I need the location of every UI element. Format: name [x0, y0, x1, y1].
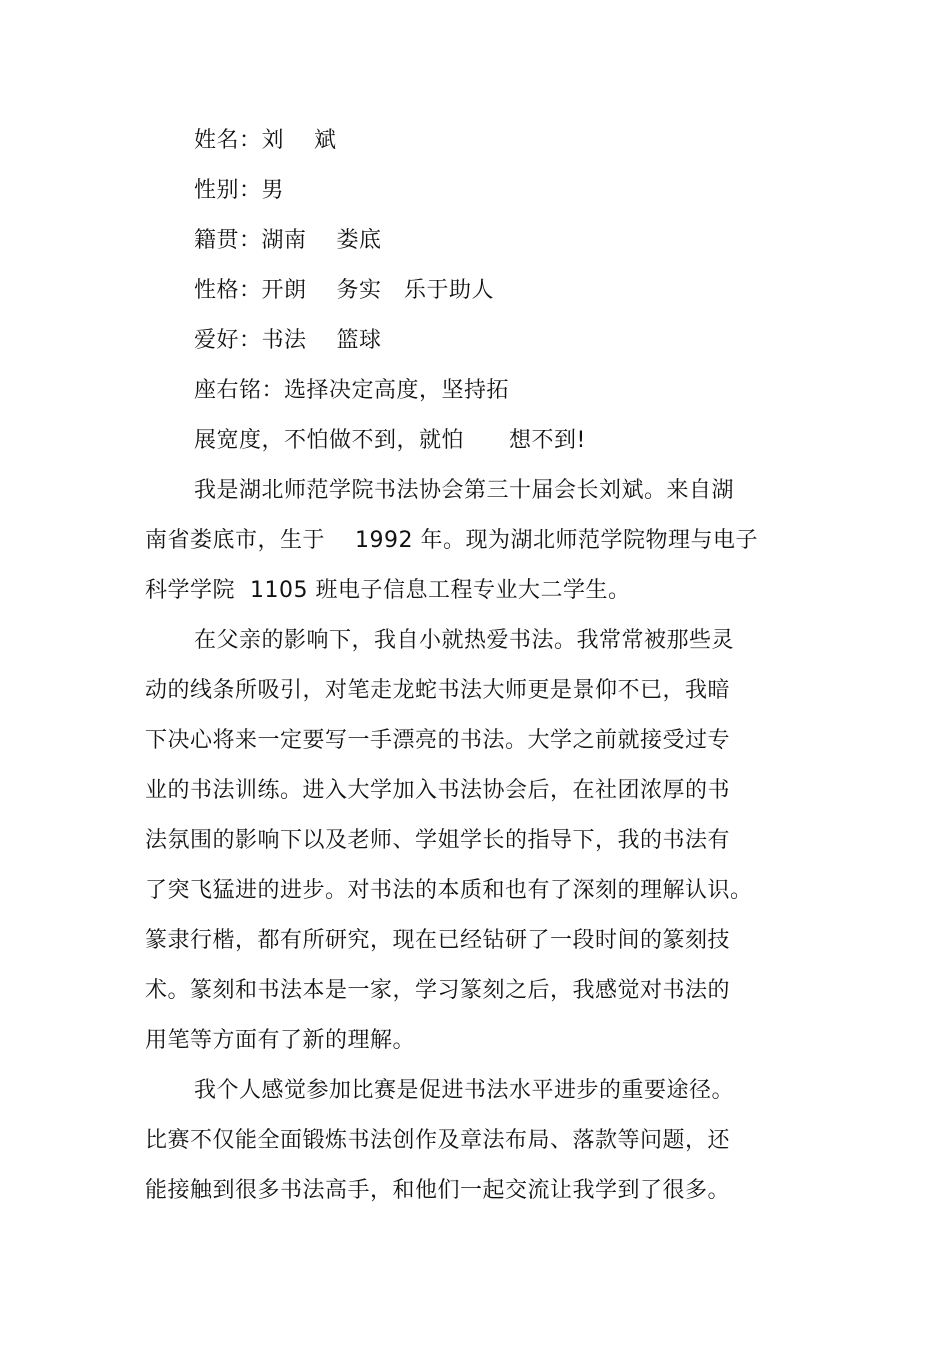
profile-personality: 性格：开朗 务实 乐于助人: [194, 278, 494, 303]
paragraph-2-line-7: 篆隶行楷，都有所研究，现在已经钻研了一段时间的篆刻技: [145, 928, 731, 953]
paragraph-1-line-3: 科学学院 1105 班电子信息工程专业大二学生。: [145, 578, 631, 603]
profile-motto-line1: 座右铭：选择决定高度，坚持拓: [194, 378, 510, 403]
paragraph-2-line-8: 术。篆刻和书法本是一家，学习篆刻之后，我感觉对书法的: [145, 978, 731, 1003]
paragraph-2-line-3: 下决心将来一定要写一手漂亮的书法。大学之前就接受过专: [145, 728, 731, 753]
paragraph-1-line-1: 我是湖北师范学院书法协会第三十届会长刘斌。来自湖: [194, 478, 735, 503]
paragraph-2-line-4: 业的书法训练。进入大学加入书法协会后，在社团浓厚的书: [145, 778, 731, 803]
profile-hobbies: 爱好：书法 篮球: [194, 328, 382, 353]
paragraph-2-line-1: 在父亲的影响下，我自小就热爱书法。我常常被那些灵: [194, 628, 735, 653]
paragraph-2-line-5: 法氛围的影响下以及老师、学姐学长的指导下，我的书法有: [145, 828, 731, 853]
profile-hometown: 籍贯：湖南 娄底: [194, 228, 382, 253]
profile-name: 姓名：刘 斌: [194, 128, 337, 153]
paragraph-2-line-2: 动的线条所吸引，对笔走龙蛇书法大师更是景仰不已，我暗: [145, 678, 731, 703]
profile-motto-line2: 展宽度，不怕做不到，就怕 想不到!: [194, 428, 586, 453]
paragraph-2-line-6: 了突飞猛进的进步。对书法的本质和也有了深刻的理解认识。: [145, 878, 753, 903]
paragraph-1-line-2: 南省娄底市，生于 1992 年。现为湖北师范学院物理与电子: [145, 528, 758, 553]
profile-gender: 性别：男: [194, 178, 285, 203]
paragraph-3-line-3: 能接触到很多书法高手，和他们一起交流让我学到了很多。: [145, 1178, 731, 1203]
paragraph-3-line-1: 我个人感觉参加比赛是促进书法水平进步的重要途径。: [194, 1078, 735, 1103]
paragraph-3-line-2: 比赛不仅能全面锻炼书法创作及章法布局、落款等问题，还: [145, 1128, 731, 1153]
paragraph-2-line-9: 用笔等方面有了新的理解。: [145, 1028, 416, 1053]
